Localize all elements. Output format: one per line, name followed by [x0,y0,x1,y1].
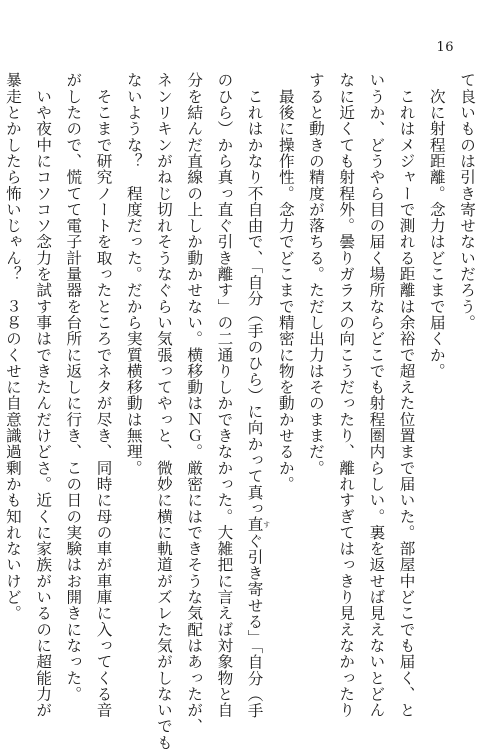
text-line-16: 暴走とかしたら怖いじゃん？ ３ｇのくせに自意識過剰かも知れないけど。 [3,72,22,622]
text-line-8 [239,72,271,719]
text-line-15: いや夜中にコソコソ念力を試す事はできたんだけどさ。近くに家族がいるのに超能力が [34,72,53,718]
text-line-9: のひら）から真っ直ぐ引き離す」の二通りしかできなかった。大雑把に言えば対象物と自 [215,72,234,718]
text-line-3: これはメジャーで測れる距離は余裕で超えた位置まで届いた。部屋中どこでも届く、と [397,72,416,718]
text-line-2: 次に射程距離。念力はどこまで届くか。 [427,72,446,379]
ruby-annotation [245,516,271,533]
text-line-5: なに近くても射程外。曇りガラスの向こうだったり、離れすぎてはっきり見えなかったり [337,72,356,718]
vertical-text-body [3,72,482,750]
text-line-14: がしたので、慌てて電子計量器を台所に返しに行き、この日の実験はお開きになった。 [64,72,83,702]
text-line-6: すると動きの精度が落ちる。ただし出力はそのままだ。 [306,72,325,476]
text-line-8-after-ruby: ぐ引き寄せる」「自分（手 [245,532,264,719]
text-line-4: いうか、どうやら目の届く場所ならどこでも射程圏内らしい。裏を返せば見えないとどん [367,72,386,718]
ruby-base: 直 [245,516,264,533]
text-line-8-before-ruby: これはかなり不自由で、「自分（手のひら）に向かって真っ [245,72,264,517]
text-line-13: そこまで研究ノートを取ったところでネタが尽き、同時に母の車が車庫に入ってくる音 [94,72,113,718]
page-number: 16 [436,40,454,55]
text-line-12: ないような？ 程度だった。だから実質横移動は無理。 [124,72,143,476]
ruby-reading: す [262,516,271,533]
text-line-10: 分を結んだ直線の上しか動かせない。横移動はＮＧ。厳密にはできそうな気配はあったが、 [185,72,204,735]
text-line-1: て良いものは引き寄せないだろう。 [458,72,476,331]
text-line-11: ネンリキンがねじ切れそうなぐらい気張ってやっと、微妙に横に軌道がズレた気がしないでも [154,72,173,750]
text-line-7: 最後に操作性。念力でどこまで精密に物を動かせるか。 [276,72,295,492]
